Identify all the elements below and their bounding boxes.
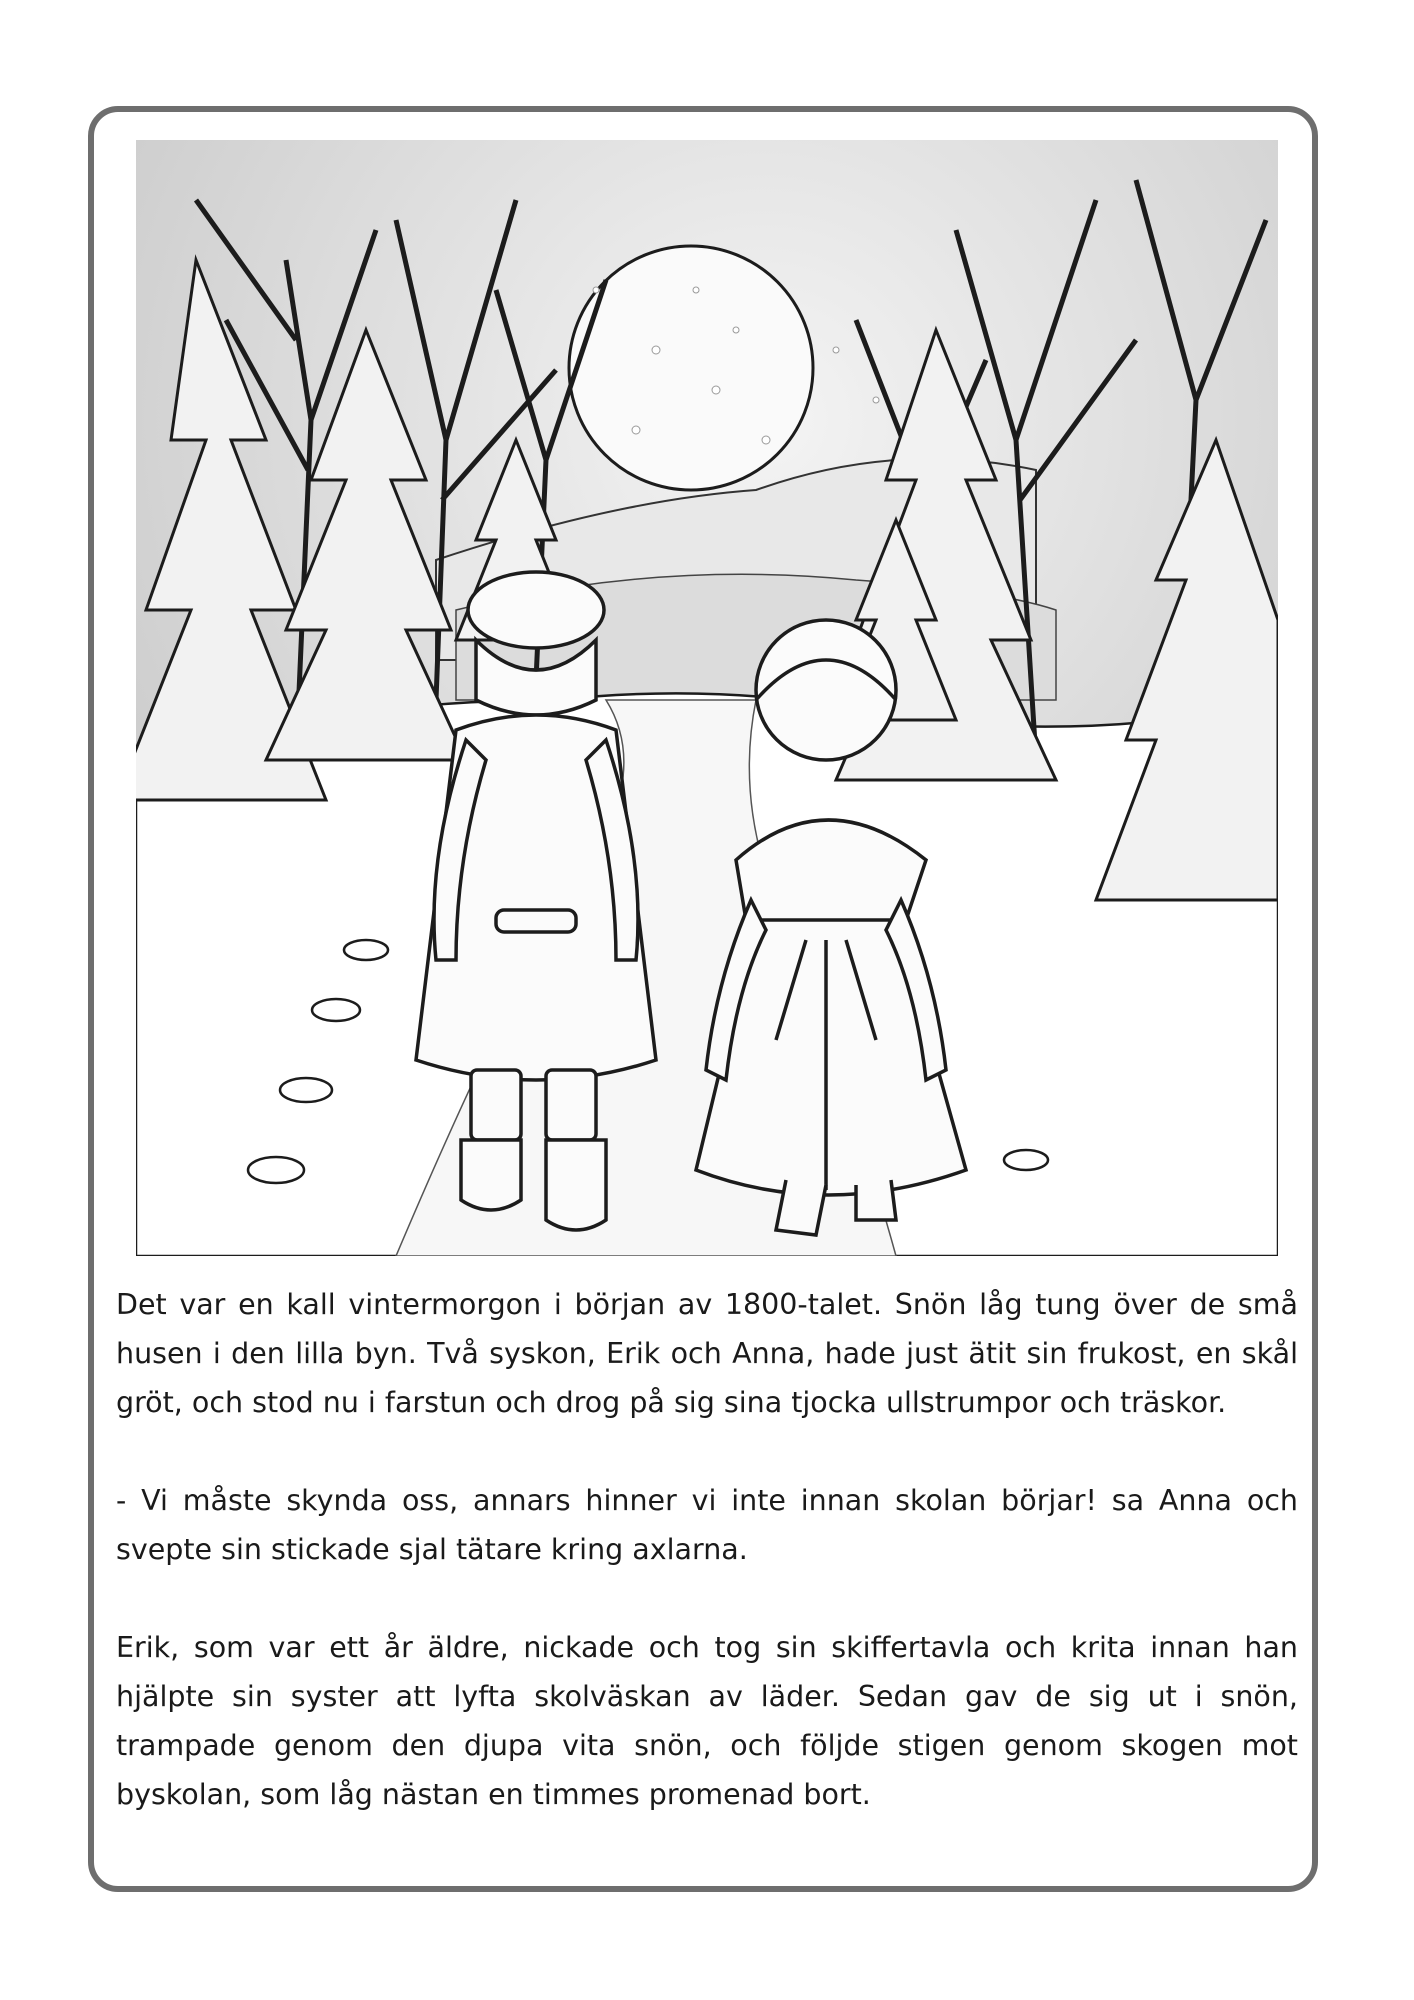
coloring-illustration bbox=[136, 140, 1278, 1256]
story-paragraph-2: - Vi måste skynda oss, annars hinner vi inte innan skolan börjar! sa Anna och svepte sin stickade sjal tätare kring axlarna. bbox=[116, 1484, 1298, 1566]
story-paragraph-1: Det var en kall vintermorgon i början av 1800-talet. Snön låg tung över de små husen i den lilla byn. Två syskon, Erik och Anna, hade just ätit sin frukost, en skål gröt, och stod nu i farstun och drog på sig sina tjocka ullstrumpor och träskor. bbox=[116, 1288, 1298, 1419]
story-paragraph-3: Erik, som var ett år äldre, nickade och tog sin skiffertavla och krita innan han hjälpte sin syster att lyfta skolväskan av läder. Sedan gav de sig ut i snön, trampade genom den djupa vita snön, och följde stigen genom skogen mot byskolan, som låg nästan en timmes promenad bort. bbox=[116, 1631, 1298, 1811]
story-text bbox=[116, 1280, 1298, 1819]
